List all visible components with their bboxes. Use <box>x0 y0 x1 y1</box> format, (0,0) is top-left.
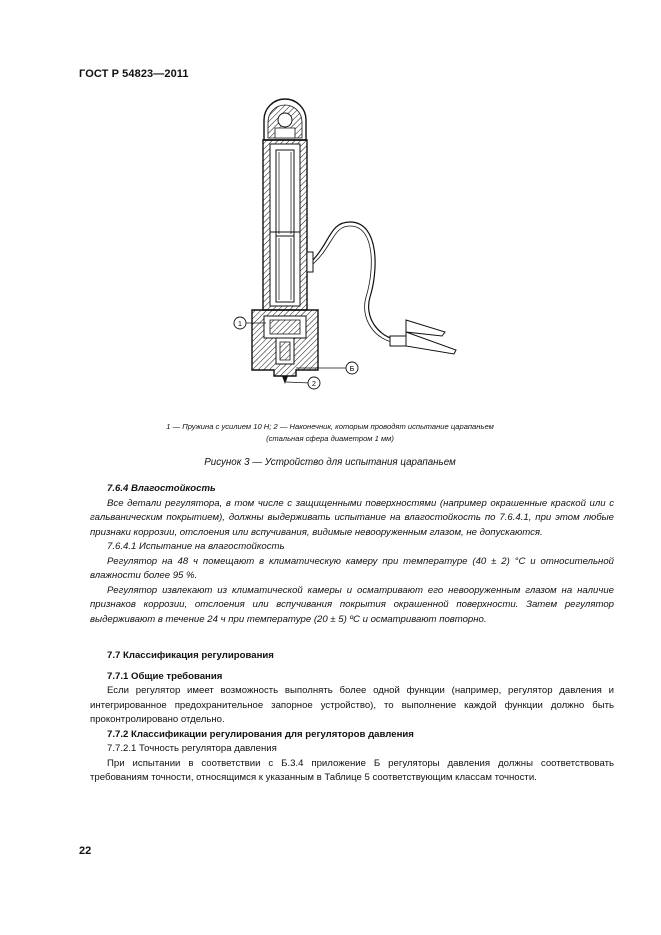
section-7-7-2-heading: 7.7.2 Классификации регулирования для регуляторов давления <box>107 728 414 740</box>
section-7-6-4-1-paragraph-1: Регулятор на 48 ч помещают в климатическую камеру при температуре (40 ± 2) °С и относительной влажности более 95 %. <box>90 555 614 581</box>
page-number: 22 <box>79 845 92 857</box>
section-7-6-4-1-paragraph-2: Регулятор извлекают из климатической камеры и осматривают его невооруженным глазом на наличие признаков коррозии, отслоения или вспучивания покрытия окрашенной поверхности. Затем регулятор выдерживают в течение 24 ч при температуре (20 ± 5) ºС и осматривают повторно. <box>90 584 614 625</box>
section-7-7-heading: 7.7 Классификация регулирования <box>107 650 274 661</box>
section-7-7-1-paragraph: Если регулятор имеет возможность выполнять более одной функции (например, регулятор давления и интегрированное предохранительное запорное устройство), то выполнение каждой функции должно быть проконтролировано отдельно. <box>90 685 614 725</box>
figure-title: Рисунок 3 — Устройство для испытания царапаньем <box>204 457 456 468</box>
figure-legend-line-1: 1 — Пружина с усилием 10 Н; 2 — Наконечник, которым проводят испытание царапаньем <box>166 422 494 431</box>
section-7-6-4-heading: 7.6.4 Влагостойкость <box>107 483 216 494</box>
figure-legend-line-2: (стальная сфера диаметром 1 мм) <box>266 434 394 443</box>
section-7-7-2-1-paragraph: При испытании в соответствии с Б.3.4 приложение Б регуляторы давления должны соответствовать требованиям точности, относящимся к указанным в Таблице 5 соответствующим классам точности. <box>90 757 614 783</box>
callout-1: 1 <box>238 321 242 328</box>
section-7-7-2-1-heading: 7.7.2.1 Точность регулятора давления <box>107 743 277 754</box>
section-7-6-4-1-heading: 7.6.4.1 Испытание на влагостойкость <box>107 541 285 552</box>
section-7-7-1-heading: 7.7.1 Общие требования <box>107 670 223 682</box>
device-drawing <box>230 92 462 390</box>
section-7-6-4-paragraph: Все детали регулятора, в том числе с защищенными поверхностями (например окрашенные краской или с гальваническим покрытием), должны выдерживать испытание на влагостойкость по 7.6.4.1, при этом любые признаки коррозии, отслоения или вспучивания, видимые невооруженным глазом, не допускаются. <box>90 497 614 538</box>
scratch-test-device-figure <box>230 92 462 390</box>
section-7-7 <box>90 649 614 786</box>
callout-2: 2 <box>312 381 316 388</box>
document-header: ГОСТ Р 54823—2011 <box>79 68 189 80</box>
callout-b: Б <box>349 366 355 373</box>
section-7-6-4 <box>90 482 614 627</box>
